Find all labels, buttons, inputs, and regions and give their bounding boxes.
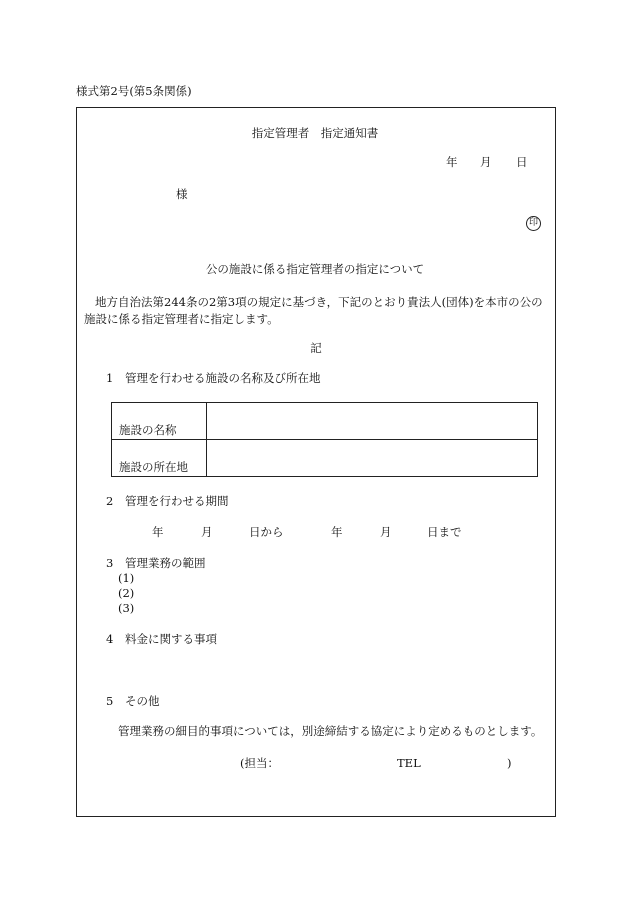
contact-tel-label: TEL xyxy=(397,756,421,770)
contact-person-label: (担当： xyxy=(240,756,279,770)
facility-location-field[interactable] xyxy=(207,440,538,477)
period-start-year: 年 xyxy=(152,525,164,539)
section-2-title: 管理を行わせる期間 xyxy=(125,494,229,508)
date-month-label: 月 xyxy=(480,155,492,169)
section-2-heading xyxy=(106,496,229,508)
period-end-month: 月 xyxy=(380,525,392,539)
table-row xyxy=(112,440,538,477)
seal-mark: 印 xyxy=(526,216,541,231)
body-paragraph: 地方自治法第244条の2第3項の規定に基づき，下記のとおり貴法人(団体)を本市の公の施設に係る指定管理者に指定します。 xyxy=(84,295,543,326)
contact-close-paren: ) xyxy=(507,756,512,770)
list-item: (1) xyxy=(118,571,135,585)
section-3-number: 3 xyxy=(106,556,114,570)
section-5-title: その他 xyxy=(125,694,160,708)
date-year-label: 年 xyxy=(446,155,458,169)
subject-line: 公の施設に係る指定管理者の指定について xyxy=(205,262,425,276)
section-3-title: 管理業務の範囲 xyxy=(125,556,206,570)
facility-name-label: 施設の名称 xyxy=(112,403,207,440)
section-4-title: 料金に関する事項 xyxy=(125,632,217,646)
period-end-day: 日まで xyxy=(427,525,462,539)
ki-heading: 記 xyxy=(310,341,322,355)
section-2-number: 2 xyxy=(106,494,114,508)
section-4-number: 4 xyxy=(106,632,114,646)
date-day-label: 日 xyxy=(516,155,528,169)
section-5-heading xyxy=(106,696,160,708)
facility-table xyxy=(111,402,538,477)
section-1-heading xyxy=(106,373,321,385)
list-item: (2) xyxy=(118,586,135,600)
facility-location-label: 施設の所在地 xyxy=(112,440,207,477)
section-1-title: 管理を行わせる施設の名称及び所在地 xyxy=(125,371,321,385)
facility-name-field[interactable] xyxy=(207,403,538,440)
other-text: 管理業務の細目的事項については，別途締結する協定により定めるものとします。 xyxy=(118,724,543,738)
section-4-heading xyxy=(106,634,217,646)
form-code: 様式第2号(第5条関係) xyxy=(76,84,192,98)
section-3-heading xyxy=(106,558,206,570)
period-start-month: 月 xyxy=(201,525,213,539)
document-title: 指定管理者 指定通知書 xyxy=(251,126,379,140)
section-5-number: 5 xyxy=(106,694,114,708)
section-1-number: 1 xyxy=(106,371,114,385)
period-start-day: 日から xyxy=(249,525,284,539)
period-end-year: 年 xyxy=(331,525,343,539)
table-row xyxy=(112,403,538,440)
list-item: (3) xyxy=(118,601,135,615)
addressee-suffix: 様 xyxy=(176,187,188,201)
